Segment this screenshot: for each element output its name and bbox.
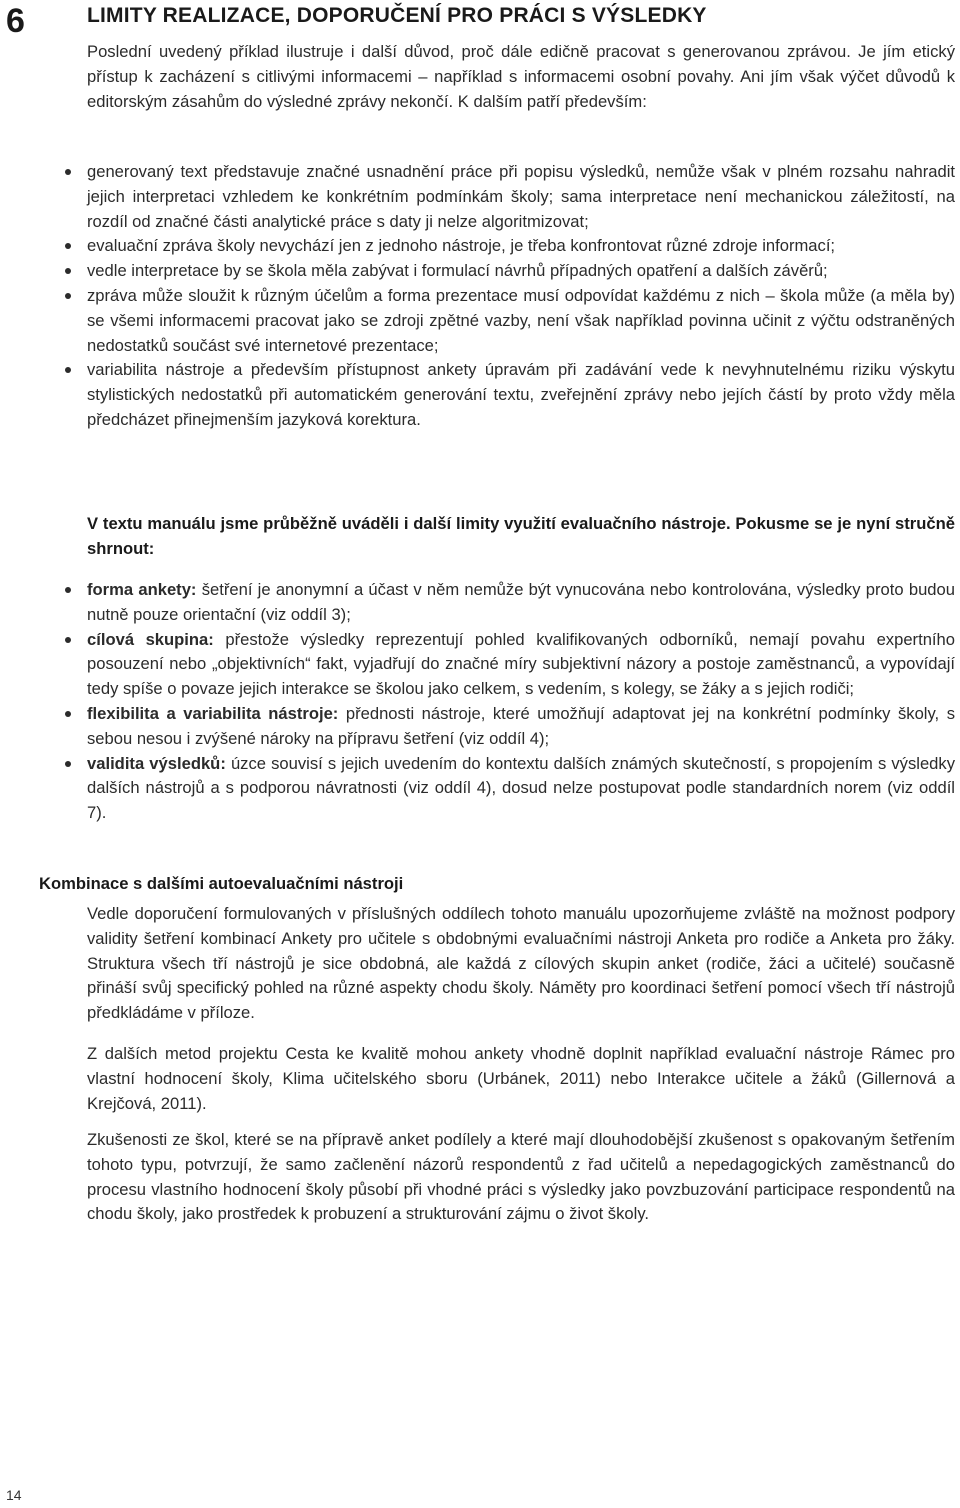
list-item: evaluační zpráva školy nevychází jen z jednoho nástroje, je třeba konfrontovat různé zdroje informací; xyxy=(87,234,955,259)
section-heading: Kombinace s dalšími autoevaluačními nástroji xyxy=(39,874,404,893)
list-item: zpráva může sloužit k různým účelům a forma prezentace musí odpovídat každému z nich – škola může (a měla by) se všemi informacemi pracovat jako se zdroji zpětné vazby, není však například povinna učinit z výčtu odstraněných nedostatků součást své internetové prezentace; xyxy=(87,284,955,358)
intro-block xyxy=(87,40,955,114)
limit-text: přednosti nástroje, které umožňují adaptovat jej na konkrétní podmínky školy, s sebou nesou i zvýšené nároky na přípravu šetření (viz oddíl 4); xyxy=(87,703,955,748)
section-paragraph-3 xyxy=(87,1128,955,1227)
list-item xyxy=(87,628,955,702)
section-paragraph-1 xyxy=(87,902,955,1026)
list-item: generovaný text představuje značné usnadnění práce při popisu výsledků, nemůže však v plném rozsahu nahradit jejich interpretaci vzhledem ke konkrétním podmínkám školy; sama interpretace není mechanickou záležitostí, na rozdíl od značné části analytické práce s daty ji nelze algoritmizovat; xyxy=(87,160,955,234)
reasons-list xyxy=(87,160,955,433)
page-number: 14 xyxy=(6,1487,22,1503)
chapter-title: LIMITY REALIZACE, DOPORUČENÍ PRO PRÁCI S VÝSLEDKY xyxy=(87,4,707,27)
limits-intro: V textu manuálu jsme průběžně uváděli i další limity využití evaluačního nástroje. Pokusme se je nyní stručně shrnout: xyxy=(87,514,955,558)
limit-term: flexibilita a variabilita nástroje: xyxy=(87,703,339,723)
limits-intro-block xyxy=(87,512,955,562)
limit-term: validita výsledků: xyxy=(87,753,226,773)
paragraph: Vedle doporučení formulovaných v příslušných oddílech tohoto manuálu upozorňujeme zvláště na možnost podpory validity šetření kombinací Ankety pro učitele s obdobnými evaluačními nástroji Anketa pro rodiče a Anketa pro žáky. Struktura všech tří nástrojů je sice obdobná, ale každá z cílových skupin anket (rodiče, žáci a učitelé) současně přináší svůj specifický pohled na různé aspekty chodu školy. Náměty pro koordinaci šetření pomocí všech tří nástrojů předkládáme v příloze. xyxy=(87,904,955,1023)
list-item: variabilita nástroje a především přístupnost ankety úpravám při zadávání vede k nevyhnutelnému riziku výskytu stylistických nedostatků při automatickém generování textu, zveřejnění zprávy nebo jejích částí by proto vždy měla předcházet přinejmenším jazyková korektura. xyxy=(87,358,955,432)
list-item: vedle interpretace by se škola měla zabývat i formulací návrhů případných opatření a dalších závěrů; xyxy=(87,259,955,284)
paragraph: Z dalších metod projektu Cesta ke kvalitě mohou ankety vhodně doplnit například evaluační nástroje Rámec pro vlastní hodnocení školy, Klima učitelského sboru (Urbánek, 2011) nebo Interakce učitele a žáků (Gillernová a Krejčová, 2011). xyxy=(87,1044,955,1113)
limit-term: cílová skupina: xyxy=(87,629,214,649)
list-item xyxy=(87,752,955,826)
chapter-number: 6 xyxy=(6,2,25,40)
limits-block xyxy=(87,578,955,826)
list-item xyxy=(87,578,955,628)
limits-list xyxy=(87,578,955,826)
section-paragraph-2 xyxy=(87,1042,955,1116)
list-item xyxy=(87,702,955,752)
reasons-block xyxy=(87,160,955,433)
intro-paragraph: Poslední uvedený příklad ilustruje i další důvod, proč dále edičně pracovat s generovanou zprávou. Je jím etický přístup k zacházení s citlivými informacemi – například s informacemi osobní povahy. Ani jím však výčet důvodů k editorským zásahům do výsledné zprávy nekončí. K dalším patří především: xyxy=(87,42,955,111)
limit-text: přestože výsledky reprezentují pohled kvalifikovaných odborníků, nemají povahu expertního posouzení nebo „objektivních“ fakt, vyjadřují do značné míry subjektivní názory a postoje zaměstnanců, a vypovídají tedy spíše o povaze jejich interakce se školou jako celkem, s vedením, s kolegy, se žáky a s jejich rodiči; xyxy=(87,629,955,699)
limit-text: úzce souvisí s jejich uvedením do kontextu dalších známých skutečností, s propojením s výsledky dalších nástrojů a s podporou návratnosti (viz oddíl 4), dosud nelze postupovat podle standardních norem (viz oddíl 7). xyxy=(87,753,955,823)
limit-term: forma ankety: xyxy=(87,580,197,599)
limit-text: šetření je anonymní a účast v něm nemůže být vynucována nebo kontrolována, výsledky proto budou nutně pouze orientační (viz oddíl 3); xyxy=(87,580,955,624)
paragraph: Zkušenosti ze škol, které se na přípravě anket podílely a které mají dlouhodobější zkušenost s opakovaným šetřením tohoto typu, potvrzují, že samo začlenění názorů respondentů z řad učitelů a nepedagogických zaměstnanců do procesu vlastního hodnocení školy působí při vhodné práci s výsledky jako povzbuzování participace respondentů na chodu školy, jako prostředek k probuzení a strukturování zájmu o život školy. xyxy=(87,1130,955,1224)
